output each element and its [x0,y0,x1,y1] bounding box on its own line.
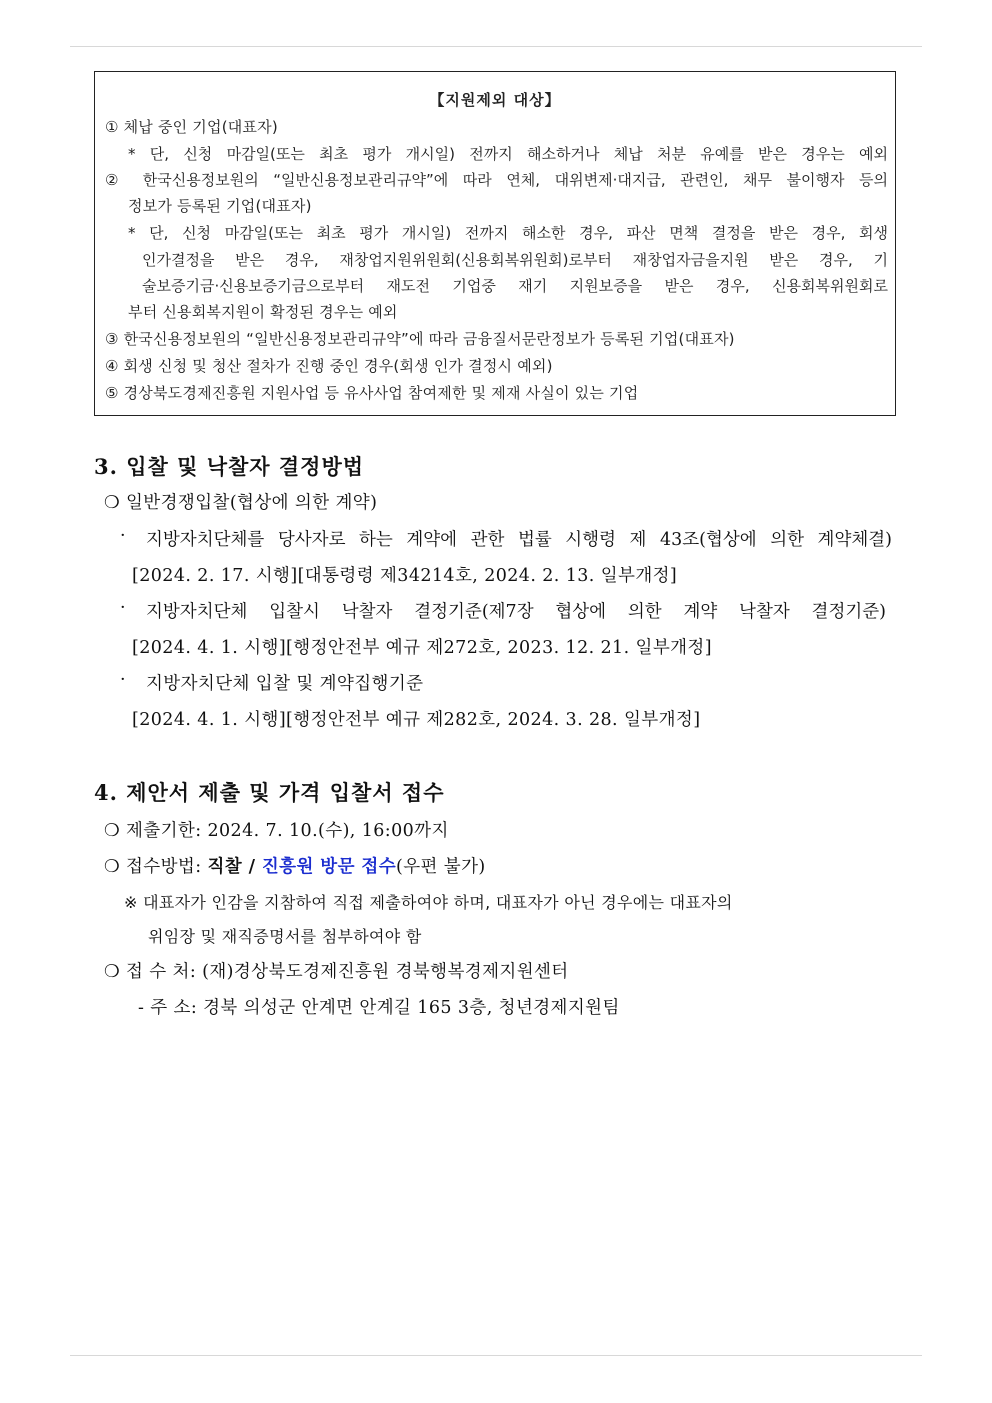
law-3: 지방자치단체 입찰 및 계약집행기준 [146,674,424,694]
exclusion-item-2-note-line-4: 부터 신용회복지원이 확정된 경우는 예외 [128,303,398,321]
section-4-heading: 4. 제안서 제출 및 가격 입찰서 접수 [94,780,445,805]
exclusion-item-2-note-line-1: * 단, 신청 마감일(또는 최초 평가 개시일) 전까지 해소한 경우, 파산 면책 결정을 받은 경우, 회생 [128,224,888,242]
law-3-reference: [2024. 4. 1. 시행][행정안전부 예규 제282호, 2024. 3. 28. 일부개정] [132,710,701,730]
exclusion-item-2-line-1: ② 한국신용정보원의 “일반신용정보관리규약”에 따라 연체, 대위변제·대지급, 관련인, 채무 불이행자 등의 [105,171,888,189]
submission-note-line-2: 위임장 및 재직증명서를 첨부하여야 함 [148,927,422,946]
exclusion-item-1: ① 체납 중인 기업(대표자) [105,118,278,136]
law-2-reference: [2024. 4. 1. 시행][행정안전부 예규 제272호, 2023. 12. 21. 일부개정] [132,638,712,658]
exclusion-item-4: ④ 회생 신청 및 청산 절차가 진행 중인 경우(회생 인가 결정시 예외) [105,357,553,375]
exclusion-item-3: ③ 한국신용정보원의 “일반신용정보관리규약”에 따라 금융질서문란정보가 등록된 기업(대표자) [105,330,735,348]
submission-deadline [104,817,449,842]
submission-address: - 주 소: 경북 의성군 안계면 안계길 165 3층, 청년경제지원팀 [138,998,620,1018]
submission-method [104,853,486,878]
law-2: 지방자치단체 입찰시 낙찰자 결정기준(제7장 협상에 의한 계약 낙찰자 결정기준) [146,602,886,622]
bullet-circle-icon: ❍ [104,962,121,982]
method-no-mail: (우편 불가) [396,857,486,877]
deadline-text: 제출기한: 2024. 7. 10.(수), 16:00까지 [126,821,449,841]
page-top-rule [70,46,922,47]
exclusion-box-title: 【지원제외 대상】 [429,91,561,109]
exclusion-item-2-note-line-2: 인가결정을 받은 경우, 재창업지원위원회(신용회복위원회)로부터 재창업자금을지원 받은 경우, 기 [142,251,888,269]
law-1-dot: · [120,526,126,546]
exclusion-box [94,71,896,416]
method-text: 일반경쟁입찰(협상에 의한 계약) [126,493,378,513]
method-direct: 직찰 / [207,857,262,877]
exclusion-item-5: ⑤ 경상북도경제진흥원 지원사업 등 유사사업 참여제한 및 제재 사실이 있는 기업 [105,384,639,402]
section-3-heading: 3. 입찰 및 낙찰자 결정방법 [94,454,365,479]
submission-place [104,958,569,983]
exclusion-item-2-line-2: 정보가 등록된 기업(대표자) [128,197,312,215]
bullet-circle-icon: ❍ [104,493,121,513]
method-visit: 진흥원 방문 접수 [261,857,396,877]
law-3-dot: · [120,670,126,690]
section-3-method [104,489,377,514]
law-1-reference: [2024. 2. 17. 시행][대통령령 제34214호, 2024. 2. 13. 일부개정] [132,566,678,586]
law-1: 지방자치단체를 당사자로 하는 계약에 관한 법률 시행령 제 43조(협상에 의한 계약체결) [146,530,892,550]
place-text: 접 수 처: (재)경상북도경제진흥원 경북행복경제지원센터 [126,962,569,982]
page-bottom-rule [70,1355,922,1356]
bullet-circle-icon: ❍ [104,821,121,841]
method-label: 접수방법: [126,857,208,877]
bullet-circle-icon: ❍ [104,857,121,877]
exclusion-item-1-note: * 단, 신청 마감일(또는 최초 평가 개시일) 전까지 해소하거나 체납 처분 유예를 받은 경우는 예외 [128,145,888,163]
submission-note-line-1: ※ 대표자가 인감을 지참하여 직접 제출하여야 하며, 대표자가 아닌 경우에는 대표자의 [124,893,733,912]
exclusion-item-2-note-line-3: 술보증기금·신용보증기금으로부터 재도전 기업중 재기 지원보증을 받은 경우, 신용회복위원회로 [142,277,888,295]
law-2-dot: · [120,598,126,618]
